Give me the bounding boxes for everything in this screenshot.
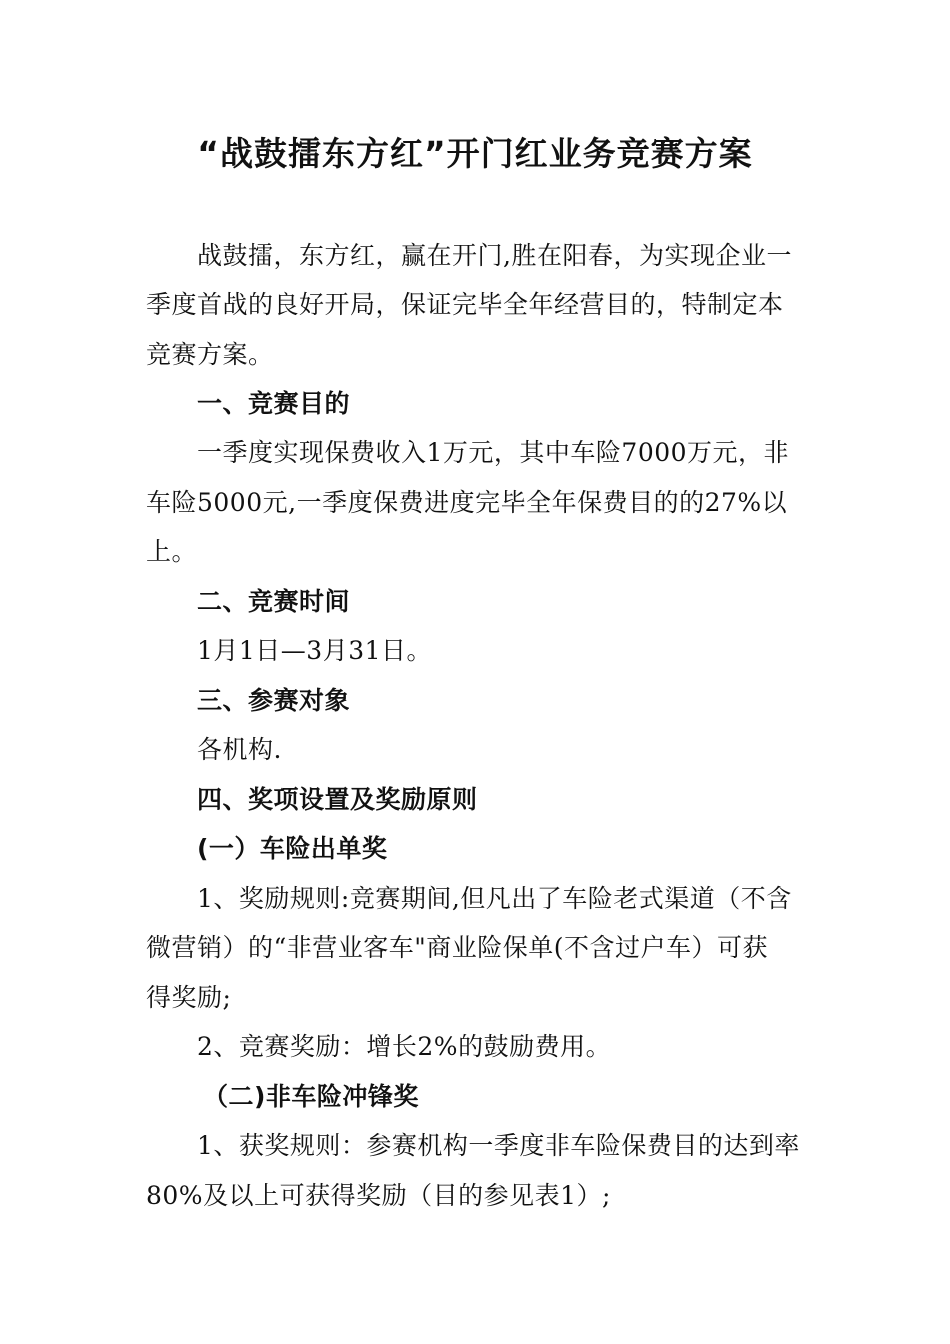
intro-line-3: 竞赛方案。	[146, 340, 274, 369]
sub2-rule-line-1: 1、获奖规则：参赛机构一季度非车险保费目的达到率	[197, 1131, 800, 1160]
section-4-sub1-heading: (一）车险出单奖	[197, 834, 388, 863]
intro-line-2: 季度首战的良好开局，保证完毕全年经营目的，特制定本	[146, 290, 784, 319]
section-1-heading: 一、竞赛目的	[197, 389, 351, 418]
sub1-reward: 2、竞赛奖励：增长2%的鼓励费用。	[197, 1032, 612, 1061]
sub1-rule-line-1: 1、奖励规则:竞赛期间,但凡出了车险老式渠道（不含	[197, 884, 792, 913]
sub1-rule-line-3: 得奖励;	[146, 983, 232, 1012]
section-2-heading: 二、竞赛时间	[197, 587, 351, 616]
section-1-line-2: 车险5000元,一季度保费进度完毕全年保费目的的27%以	[146, 488, 788, 517]
section-3-heading: 三、参赛对象	[197, 686, 351, 715]
sub1-rule-line-2: 微营销）的“非营业客车"商业险保单(不含过户车）可获	[146, 933, 769, 962]
section-3-body: 各机构.	[197, 735, 282, 764]
section-1-line-3: 上。	[146, 537, 198, 566]
sub2-rule-line-2: 80%及以上可获得奖励（目的参见表1）;	[146, 1181, 611, 1210]
document-title: “战鼓擂东方红”开门红业务竞赛方案	[197, 134, 753, 173]
section-4-sub2-heading: （二)非车险冲锋奖	[203, 1082, 419, 1111]
intro-line-1: 战鼓擂，东方红，赢在开门,胜在阳春，为实现企业一	[197, 241, 792, 270]
section-1-line-1: 一季度实现保费收入1万元，其中车险7000万元，非	[197, 438, 790, 467]
section-4-heading: 四、奖项设置及奖励原则	[197, 785, 478, 814]
section-2-body: 1月1日—3月31日。	[197, 636, 433, 665]
